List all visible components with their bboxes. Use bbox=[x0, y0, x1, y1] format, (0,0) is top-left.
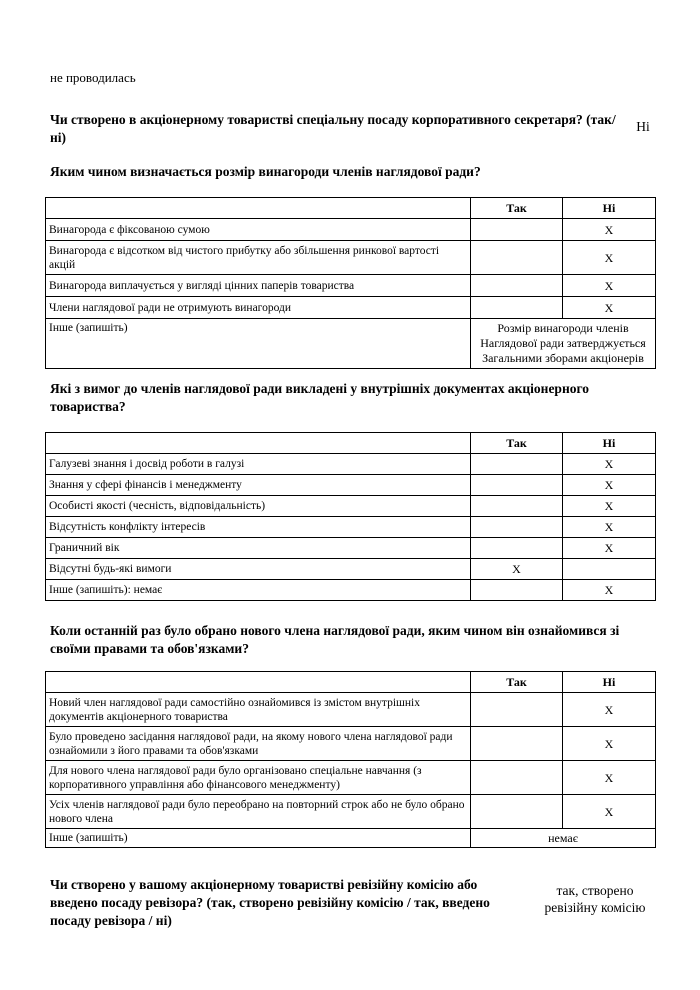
mark-yes: X bbox=[471, 559, 563, 580]
row-label: Граничний вік bbox=[46, 538, 471, 559]
row-label: Для нового члена наглядової ради було організовано спеціальне навчання (з корпоративного управління або фінансового менеджменту) bbox=[46, 761, 471, 795]
mark-yes bbox=[471, 475, 563, 496]
row-label: Усіх членів наглядової ради було переобрано на повторний строк або не було обрано нового члена bbox=[46, 795, 471, 829]
mark-no: X bbox=[563, 297, 656, 319]
row-label: Особисті якості (чесність, відповідальність) bbox=[46, 496, 471, 517]
table-header-row bbox=[46, 198, 656, 219]
row-label: Галузеві знання і досвід роботи в галузі bbox=[46, 454, 471, 475]
table-row-other bbox=[46, 319, 656, 369]
row-label: Новий член наглядової ради самостійно ознайомився із змістом внутрішніх документів акціонерного товариства bbox=[46, 693, 471, 727]
table-row-other bbox=[46, 829, 656, 848]
mark-no: X bbox=[563, 693, 656, 727]
mark-yes bbox=[471, 241, 563, 275]
table-row bbox=[46, 219, 656, 241]
mark-no: X bbox=[563, 454, 656, 475]
row-label: Інше (запишіть) bbox=[46, 319, 471, 369]
mark-yes bbox=[471, 795, 563, 829]
secretary-answer: Ні bbox=[636, 119, 650, 134]
table-row bbox=[46, 761, 656, 795]
row-label: Винагорода є відсотком від чистого прибутку або збільшення ринкової вартості акцій bbox=[46, 241, 471, 275]
mark-no: X bbox=[563, 475, 656, 496]
audit-question: Чи створено у вашому акціонерному товаристві ревізійну комісію або введено посаду ревізора? (так, створено ревізійну комісію / так, введено посаду ревізора / ні) bbox=[50, 877, 490, 928]
header-no: Ні bbox=[563, 672, 656, 693]
header-yes: Так bbox=[471, 672, 563, 693]
table-row bbox=[46, 496, 656, 517]
mark-yes bbox=[471, 538, 563, 559]
mark-yes bbox=[471, 496, 563, 517]
row-label: Винагорода виплачується у вигляді цінних паперів товариства bbox=[46, 275, 471, 297]
mark-no: X bbox=[563, 219, 656, 241]
row-label: Члени наглядової ради не отримують винагороди bbox=[46, 297, 471, 319]
mark-yes bbox=[471, 761, 563, 795]
row-label: Знання у сфері фінансів і менеджменту bbox=[46, 475, 471, 496]
header-blank bbox=[46, 198, 471, 219]
mark-no bbox=[563, 559, 656, 580]
secretary-question: Чи створено в акціонерному товаристві спеціальну посаду корпоративного секретаря? (так/ні) bbox=[50, 112, 616, 145]
row-label: Інше (запишіть): немає bbox=[46, 580, 471, 601]
table-row bbox=[46, 580, 656, 601]
table-row bbox=[46, 559, 656, 580]
mark-no: X bbox=[563, 538, 656, 559]
header-no: Ні bbox=[563, 433, 656, 454]
table-row bbox=[46, 538, 656, 559]
header-yes: Так bbox=[471, 198, 563, 219]
remuneration-question: Яким чином визначається розмір винагороди членів наглядової ради? bbox=[50, 164, 481, 179]
header-yes: Так bbox=[471, 433, 563, 454]
other-value: Розмір винагороди членів Наглядової ради затверджується Загальними зборами акціонерів bbox=[471, 319, 656, 369]
table-row bbox=[46, 693, 656, 727]
mark-no: X bbox=[563, 496, 656, 517]
new-member-table bbox=[45, 671, 656, 848]
audit-answer: так, створено ревізійну комісію bbox=[544, 883, 646, 915]
intro-text: не проводилась bbox=[50, 70, 136, 85]
new-member-question: Коли останній раз було обрано нового члена наглядової ради, яким чином він ознайомився зі своїми правами та обов'язками? bbox=[50, 623, 620, 656]
mark-yes bbox=[471, 297, 563, 319]
table-row bbox=[46, 241, 656, 275]
table-row bbox=[46, 795, 656, 829]
header-blank bbox=[46, 433, 471, 454]
row-label: Винагорода є фіксованою сумою bbox=[46, 219, 471, 241]
table-row bbox=[46, 454, 656, 475]
mark-no: X bbox=[563, 727, 656, 761]
mark-no: X bbox=[563, 761, 656, 795]
mark-no: X bbox=[563, 517, 656, 538]
table-header-row bbox=[46, 672, 656, 693]
requirements-question: Які з вимог до членів наглядової ради викладені у внутрішніх документах акціонерного товариства? bbox=[50, 381, 590, 414]
requirements-table bbox=[45, 432, 656, 601]
mark-yes bbox=[471, 693, 563, 727]
other-value: немає bbox=[471, 829, 656, 848]
mark-yes bbox=[471, 275, 563, 297]
row-label: Інше (запишіть) bbox=[46, 829, 471, 848]
mark-no: X bbox=[563, 795, 656, 829]
row-label: Було проведено засідання наглядової ради, на якому нового члена наглядової ради ознайомили з його правами та обов'язками bbox=[46, 727, 471, 761]
header-no: Ні bbox=[563, 198, 656, 219]
mark-yes bbox=[471, 580, 563, 601]
mark-no: X bbox=[563, 275, 656, 297]
table-row bbox=[46, 517, 656, 538]
mark-yes bbox=[471, 727, 563, 761]
mark-no: X bbox=[563, 241, 656, 275]
table-header-row bbox=[46, 433, 656, 454]
mark-yes bbox=[471, 219, 563, 241]
mark-no: X bbox=[563, 580, 656, 601]
mark-yes bbox=[471, 454, 563, 475]
table-row bbox=[46, 275, 656, 297]
table-row bbox=[46, 297, 656, 319]
row-label: Відсутні будь-які вимоги bbox=[46, 559, 471, 580]
table-row bbox=[46, 727, 656, 761]
mark-yes bbox=[471, 517, 563, 538]
table-row bbox=[46, 475, 656, 496]
row-label: Відсутність конфлікту інтересів bbox=[46, 517, 471, 538]
remuneration-table bbox=[45, 197, 656, 369]
header-blank bbox=[46, 672, 471, 693]
